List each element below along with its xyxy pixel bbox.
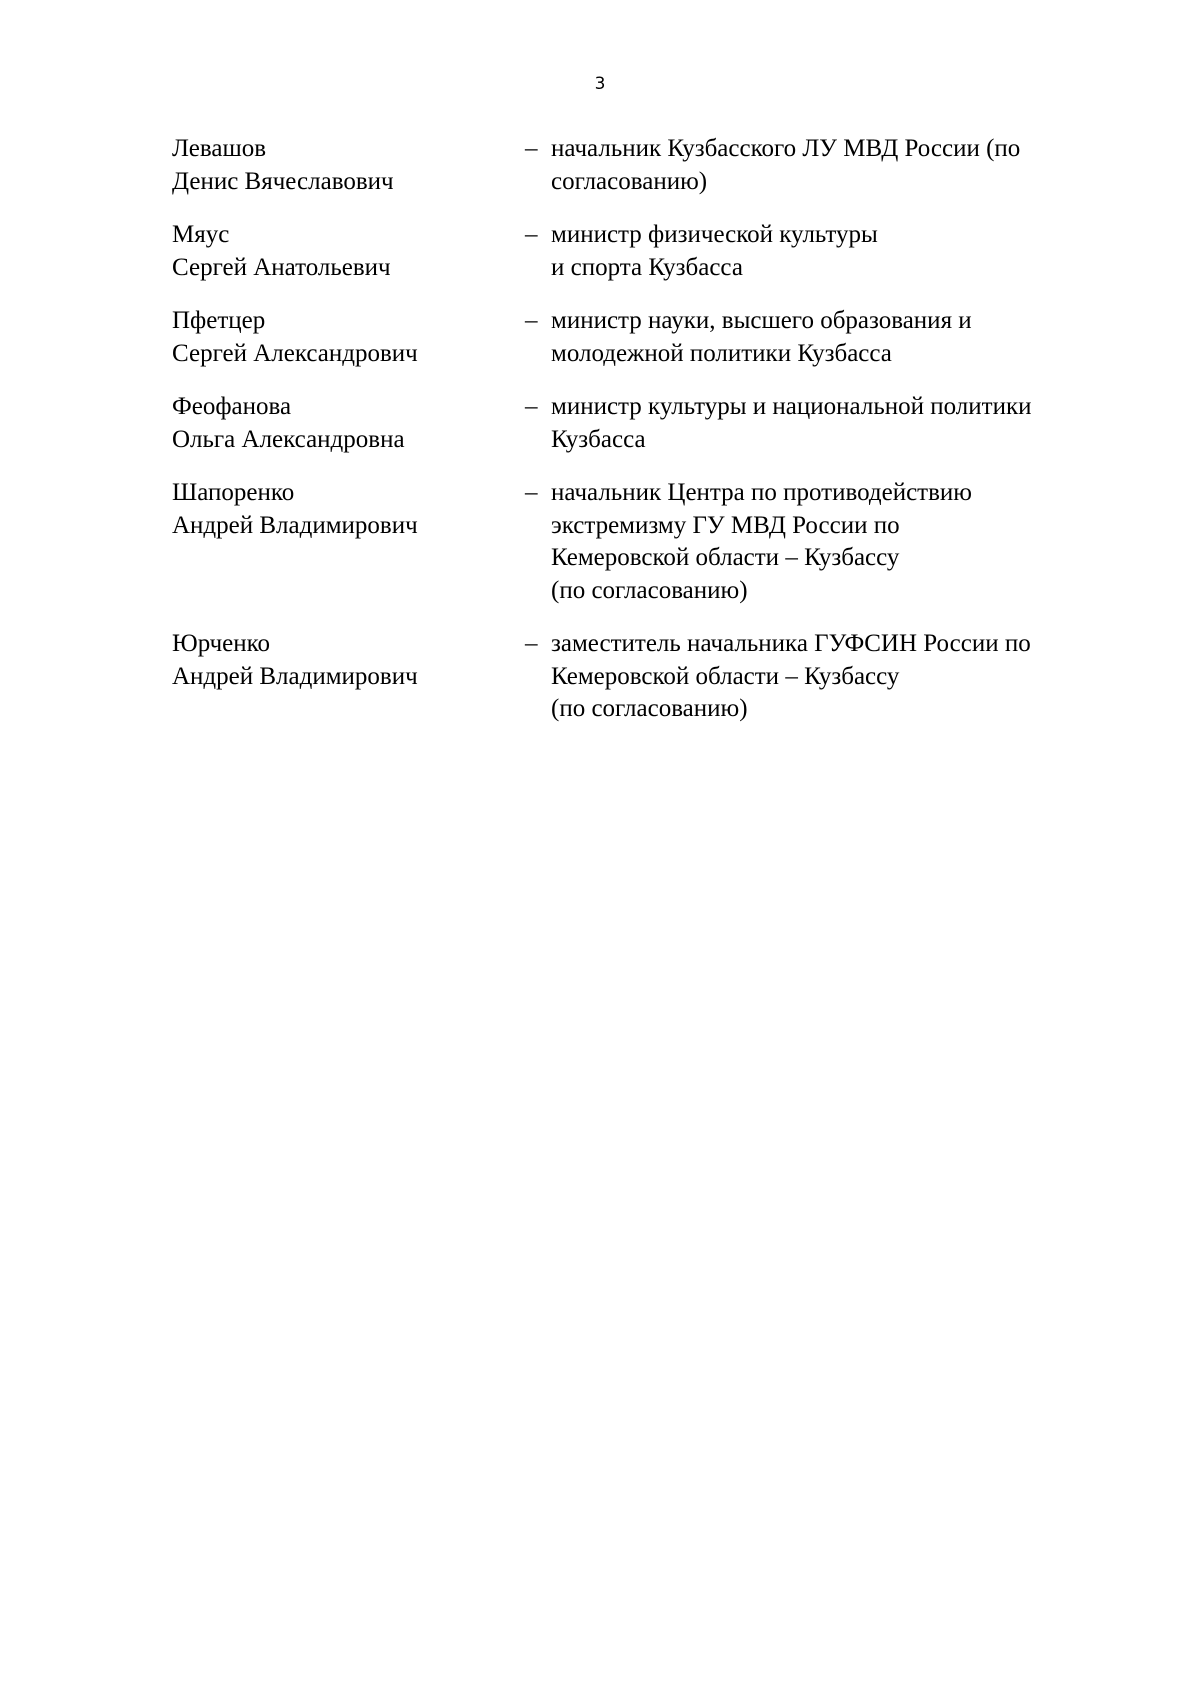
position-line: согласованию) [551, 167, 708, 195]
member-position [551, 477, 1112, 607]
member-name [172, 628, 525, 726]
member-given-names: Денис Вячеславович [172, 167, 394, 195]
position-line: министр науки, высшего образования и [551, 307, 972, 334]
member-name [172, 133, 525, 198]
member-given-names: Ольга Александровна [172, 425, 405, 453]
dash-separator: – [525, 479, 538, 506]
member-surname: Левашов [172, 135, 267, 162]
member-given-names: Андрей Владимирович [172, 511, 418, 539]
position-line: и спорта Кузбасса [551, 253, 743, 281]
position-line: Кузбасса [551, 425, 646, 453]
member-name [172, 219, 525, 284]
position-line: экстремизму ГУ МВД России по [551, 511, 900, 539]
member-position [551, 219, 1112, 284]
member-surname: Пфетцер [172, 307, 266, 334]
member-surname: Юрченко [172, 630, 270, 657]
member-given-names: Сергей Анатольевич [172, 253, 391, 281]
dash-separator: – [525, 393, 538, 420]
dash-separator: – [525, 221, 538, 248]
member-entry [172, 391, 1112, 456]
member-position [551, 133, 1112, 198]
member-position [551, 628, 1112, 726]
position-line: министр физической культуры [551, 221, 878, 248]
position-line: министр культуры и национальной политики [551, 393, 1032, 420]
member-entry [172, 133, 1112, 198]
dash-separator: – [525, 135, 538, 162]
member-entry [172, 628, 1112, 726]
position-line: (по согласованию) [551, 695, 748, 722]
dash-separator: – [525, 630, 538, 657]
member-surname: Феофанова [172, 393, 292, 420]
position-line: Кемеровской области – Кузбассу [551, 544, 900, 571]
member-position [551, 391, 1112, 456]
member-given-names: Сергей Александрович [172, 339, 418, 367]
member-surname: Шапоренко [172, 479, 295, 506]
dash-separator: – [525, 307, 538, 334]
member-name [172, 477, 525, 607]
position-line: Кемеровской области – Кузбассу [551, 662, 900, 690]
members-list [172, 133, 1112, 726]
member-name [172, 391, 525, 456]
member-surname: Мяус [172, 221, 230, 248]
position-line: (по согласованию) [551, 576, 748, 604]
position-line: начальник Кузбасского ЛУ МВД России (по [551, 135, 1021, 162]
member-position [551, 305, 1112, 370]
member-given-names: Андрей Владимирович [172, 662, 418, 690]
position-line: молодежной политики Кузбасса [551, 339, 892, 367]
member-entry [172, 477, 1112, 607]
member-name [172, 305, 525, 370]
position-line: начальник Центра по противодействию [551, 479, 972, 506]
member-entry [172, 219, 1112, 284]
member-entry [172, 305, 1112, 370]
position-line: заместитель начальника ГУФСИН России по [551, 630, 1031, 657]
page-number: 3 [594, 74, 606, 94]
